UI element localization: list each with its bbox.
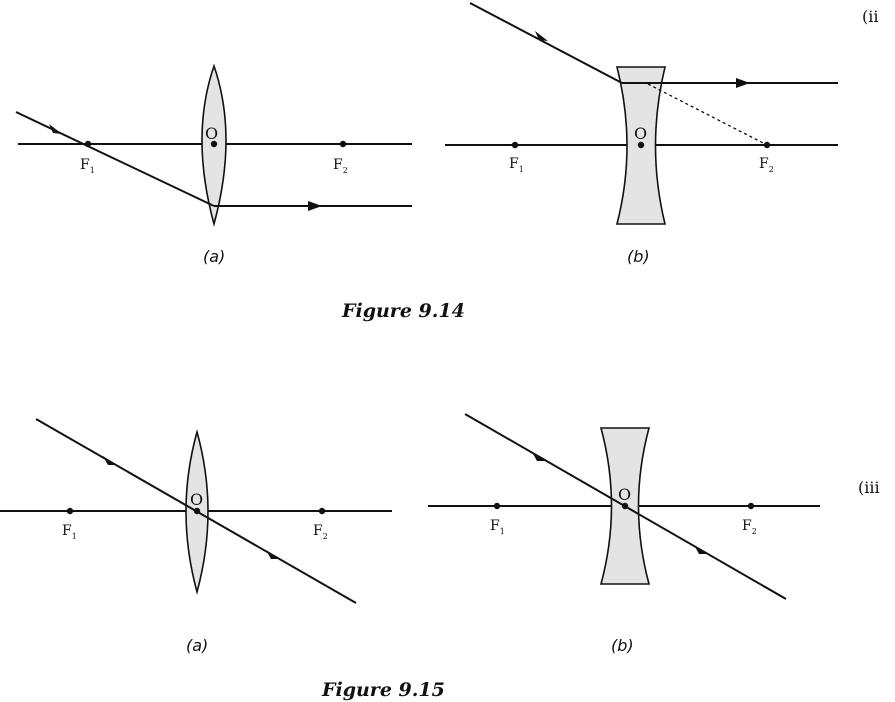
panel-sublabel: (a) [186, 636, 209, 655]
fig-9-14-panel-a [16, 66, 412, 266]
incident-ray [16, 112, 214, 206]
optical-centre-label: O [190, 490, 204, 509]
ray-arrow [308, 201, 322, 211]
figure-9-15-caption: Figure 9.15 [322, 679, 445, 701]
optical-centre-label: O [618, 485, 632, 504]
focus-label-f2: $F_2$ [313, 523, 328, 541]
fig-9-15-panel-a [0, 419, 392, 655]
focus-point-f1 [494, 503, 500, 509]
focus-point-f2 [764, 142, 770, 148]
virtual-ray-extension [648, 84, 767, 145]
fig-9-15-panel-b [428, 414, 820, 655]
figure-9-14-caption: Figure 9.14 [342, 300, 465, 322]
focus-label-f2: $F_2$ [759, 156, 774, 174]
focus-point-f2 [319, 508, 325, 514]
focus-point-f2 [340, 141, 346, 147]
focus-point-f1 [67, 508, 73, 514]
focus-label-f2: $F_2$ [742, 518, 757, 536]
focus-label-f1: $F_1$ [80, 157, 95, 175]
focus-point-f1 [512, 142, 518, 148]
focus-label-f2: $F_2$ [333, 157, 348, 175]
ray-arrow [736, 78, 750, 88]
focus-label-f1: $F_1$ [62, 523, 77, 541]
panel-sublabel: (a) [203, 247, 226, 266]
ray-arrow [535, 31, 548, 41]
panel-sublabel: (b) [611, 636, 634, 655]
panel-sublabel: (b) [627, 247, 650, 266]
focus-label-f1: $F_1$ [490, 518, 505, 536]
side-label-ii: (ii [862, 7, 879, 26]
incident-ray [470, 3, 622, 83]
optical-centre-label: O [205, 124, 219, 143]
fig-9-14-panel-b [445, 3, 838, 266]
optical-centre-label: O [634, 124, 648, 143]
focus-point-f1 [85, 141, 91, 147]
focus-label-f1: $F_1$ [509, 156, 524, 174]
focus-point-f2 [748, 503, 754, 509]
side-label-iii: (iii [858, 478, 880, 497]
